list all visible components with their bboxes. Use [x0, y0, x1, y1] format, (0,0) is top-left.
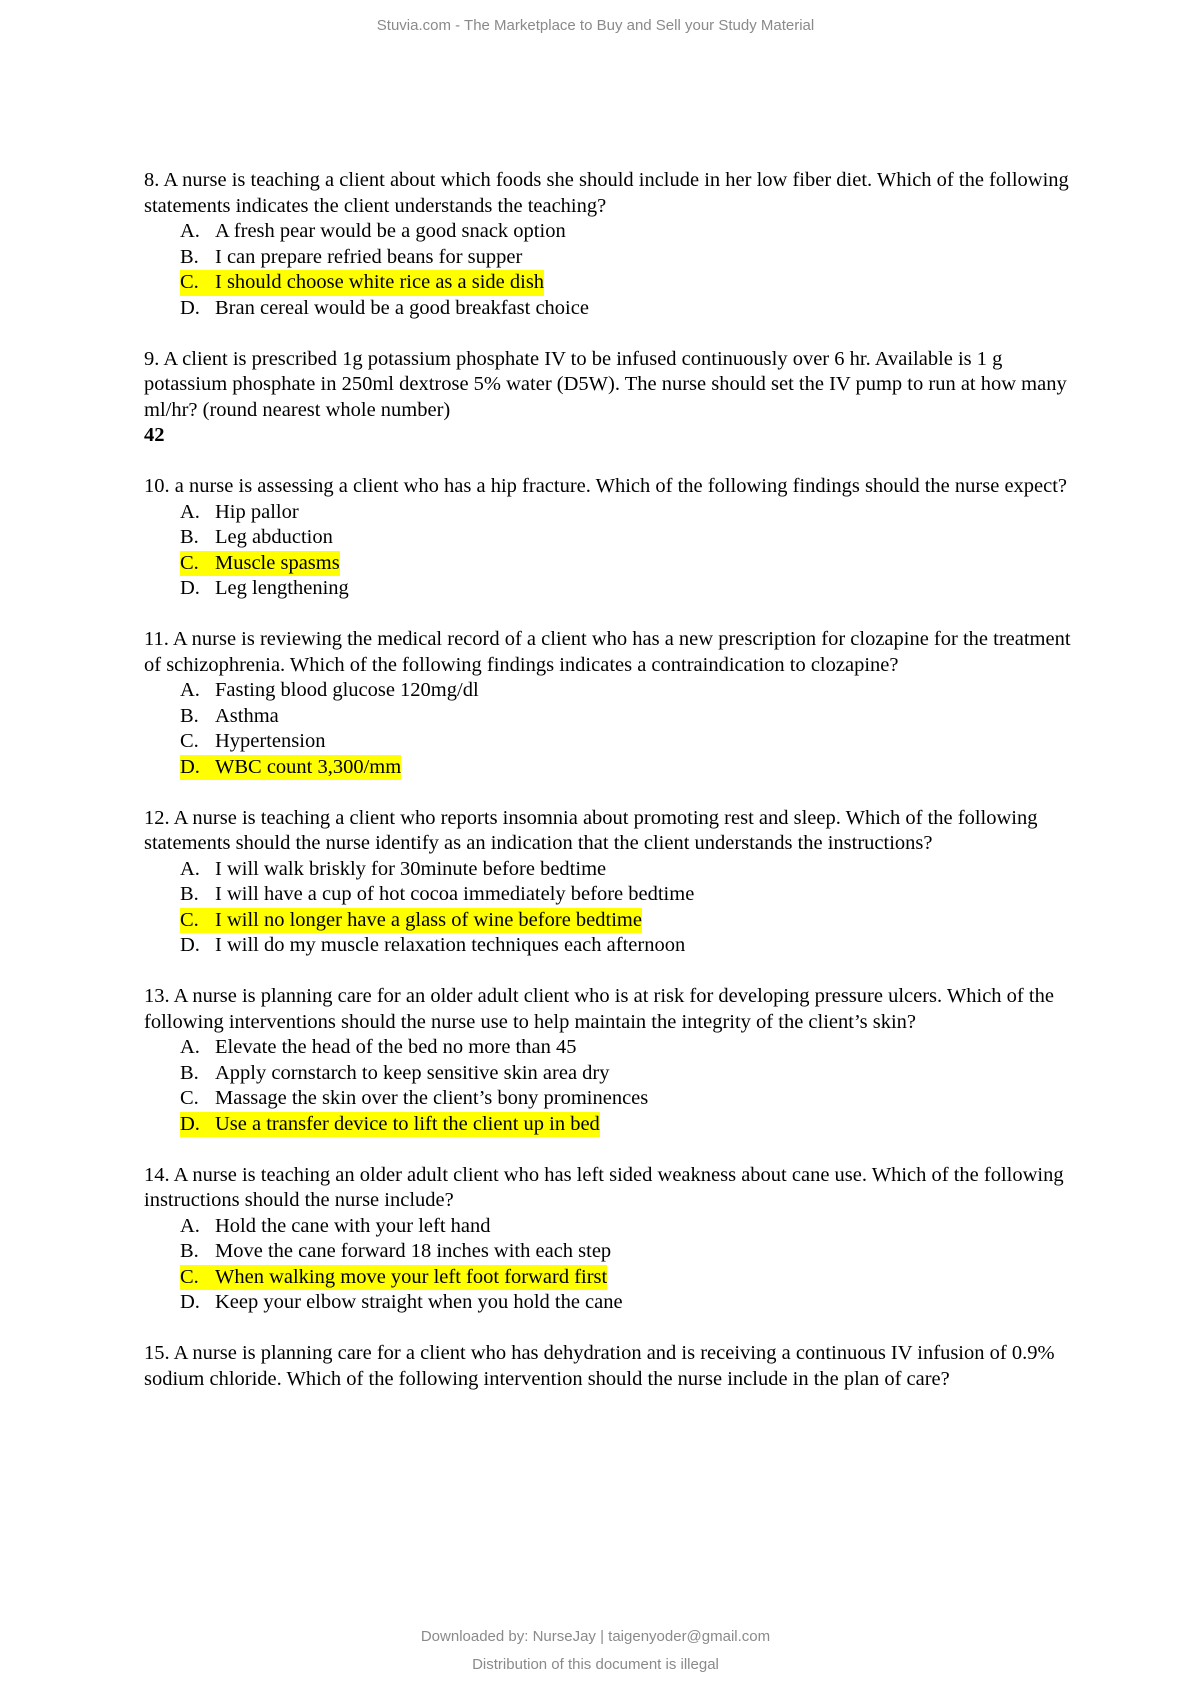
- option-content: [180, 755, 401, 781]
- option-list: [144, 500, 1084, 602]
- question-block: [144, 347, 1084, 449]
- option-letter: B.: [180, 526, 199, 548]
- option-content: [180, 1214, 491, 1240]
- highlighted-answer-option: [180, 755, 1084, 781]
- option-text: Muscle spasms: [215, 551, 340, 574]
- option-text: I will walk briskly for 30minute before bedtime: [215, 857, 607, 880]
- option-content: [180, 1086, 648, 1112]
- option-content: [180, 500, 299, 526]
- option-letter: D.: [180, 1112, 200, 1135]
- question-text: 11. A nurse is reviewing the medical record of a client who has a new prescription for clozapine for the treatment of schizophrenia. Which of the following findings indicates a contraindication to clozapine?: [144, 628, 1071, 676]
- highlighted-answer-option: [180, 1265, 1084, 1291]
- option-letter: B.: [180, 704, 199, 727]
- option-letter: D.: [180, 755, 200, 778]
- option-content: [180, 933, 685, 959]
- option-content: [180, 908, 642, 934]
- answer-option: [180, 576, 1084, 602]
- download-footer: Downloaded by: NurseJay | taigenyoder@gmail.com: [420, 1628, 771, 1645]
- option-text: I will no longer have a glass of wine before bedtime: [215, 908, 642, 931]
- question-block: [144, 627, 1084, 780]
- answer-option: [180, 219, 1084, 245]
- option-content: [180, 729, 325, 755]
- highlighted-answer-option: [180, 270, 1084, 296]
- question-text: 12. A nurse is teaching a client who reports insomnia about promoting rest and sleep. Which of the following statements should the nurse identify as an indication that the client understands the instructions?: [144, 806, 1038, 854]
- option-text: Fasting blood glucose 120mg/dl: [215, 679, 479, 701]
- option-text: WBC count 3,300/mm: [215, 755, 402, 778]
- option-text: Use a transfer device to lift the client up in bed: [215, 1112, 600, 1135]
- answer-option: [180, 1086, 1084, 1112]
- highlighted-answer-option: [180, 1112, 1084, 1138]
- question-text: 15. A nurse is planning care for a client who has dehydration and is receiving a continuous IV infusion of 0.9% sodium chloride. Which of the following intervention should the nurse include in the plan of care?: [144, 1342, 1055, 1390]
- question-text: 9. A client is prescribed 1g potassium phosphate IV to be infused continuously over 6 hr. Available is 1 g potassium phosphate in 250ml dextrose 5% water (D5W). The nurse should set the IV pump to run at how many ml/hr? (round nearest whole number): [144, 347, 1067, 421]
- question-block: [144, 1341, 1084, 1392]
- option-letter: D.: [180, 577, 200, 599]
- option-text: Leg abduction: [215, 526, 333, 548]
- option-text: I should choose white rice as a side dish: [215, 271, 545, 293]
- option-content: [180, 1239, 611, 1265]
- answer-option: [180, 1061, 1084, 1087]
- option-letter: C.: [180, 730, 199, 752]
- option-text: I will have a cup of hot cocoa immediately before bedtime: [215, 883, 695, 905]
- option-content: [180, 678, 479, 704]
- option-text: A fresh pear would be a good snack option: [215, 220, 566, 242]
- option-letter: B.: [180, 245, 199, 268]
- option-text: Hip pallor: [215, 500, 299, 523]
- option-text: Elevate the head of the bed no more than 45: [215, 1036, 577, 1058]
- option-text: Massage the skin over the client’s bony prominences: [215, 1087, 649, 1109]
- question-block: [144, 168, 1084, 321]
- question-block: [144, 1163, 1084, 1316]
- answer-option: [180, 704, 1084, 730]
- answer-value: 42: [144, 424, 165, 446]
- answer-option: [180, 933, 1084, 959]
- option-letter: A.: [180, 857, 200, 880]
- option-letter: A.: [180, 1214, 200, 1237]
- option-content: [180, 1061, 610, 1087]
- answer-option: [180, 500, 1084, 526]
- option-content: [180, 576, 349, 602]
- option-letter: B.: [180, 883, 199, 905]
- option-letter: A.: [180, 1036, 200, 1058]
- option-list: [144, 678, 1084, 780]
- question-list: [144, 168, 1084, 1418]
- site-header: Stuvia.com - The Marketplace to Buy and Sell your Study Material: [376, 17, 815, 34]
- option-letter: C.: [180, 908, 199, 931]
- option-content: [180, 270, 544, 296]
- option-text: Keep your elbow straight when you hold the cane: [215, 1291, 623, 1313]
- answer-option: [180, 857, 1084, 883]
- option-content: [180, 245, 522, 271]
- option-text: I will do my muscle relaxation techniques each afternoon: [215, 934, 686, 956]
- option-content: [180, 1112, 600, 1138]
- option-letter: D.: [180, 1291, 200, 1313]
- answer-option: [180, 882, 1084, 908]
- option-list: [144, 857, 1084, 959]
- option-letter: A.: [180, 679, 200, 701]
- option-list: [144, 1214, 1084, 1316]
- distribution-footer: Distribution of this document is illegal: [472, 1656, 719, 1673]
- option-text: Asthma: [215, 704, 279, 727]
- answer-option: [180, 525, 1084, 551]
- question-text: 10. a nurse is assessing a client who has a hip fracture. Which of the following findings should the nurse expect?: [144, 475, 1068, 497]
- answer-option: [180, 296, 1084, 322]
- answer-option: [180, 678, 1084, 704]
- question-block: [144, 984, 1084, 1137]
- option-list: [144, 219, 1084, 321]
- option-letter: D.: [180, 296, 200, 319]
- option-text: I can prepare refried beans for supper: [215, 245, 523, 268]
- option-letter: A.: [180, 500, 200, 523]
- option-text: Hold the cane with your left hand: [215, 1214, 491, 1237]
- option-text: Move the cane forward 18 inches with each step: [215, 1240, 612, 1262]
- option-letter: C.: [180, 1087, 199, 1109]
- option-content: [180, 219, 566, 245]
- option-content: [180, 857, 606, 883]
- option-content: [180, 551, 340, 577]
- option-letter: B.: [180, 1061, 199, 1084]
- option-letter: D.: [180, 934, 200, 956]
- option-text: Hypertension: [215, 730, 326, 752]
- option-text: When walking move your left foot forward first: [215, 1265, 608, 1288]
- highlighted-answer-option: [180, 551, 1084, 577]
- option-content: [180, 1265, 607, 1291]
- answer-option: [180, 1239, 1084, 1265]
- option-content: [180, 704, 279, 730]
- question-text: 8. A nurse is teaching a client about which foods she should include in her low fiber diet. Which of the following statements indicates the client understands the teaching?: [144, 169, 1069, 217]
- option-letter: B.: [180, 1240, 199, 1262]
- option-letter: C.: [180, 271, 199, 293]
- answer-option: [180, 1035, 1084, 1061]
- question-text: 14. A nurse is teaching an older adult client who has left sided weakness about cane use. Which of the following instructions should the nurse include?: [144, 1163, 1064, 1211]
- question-text: 13. A nurse is planning care for an older adult client who is at risk for developing pressure ulcers. Which of the following interventions should the nurse use to help maintain the integrity of the client’s skin?: [144, 985, 1054, 1033]
- option-letter: C.: [180, 1265, 199, 1288]
- option-text: Apply cornstarch to keep sensitive skin area dry: [215, 1061, 610, 1084]
- answer-option: [180, 729, 1084, 755]
- answer-option: [180, 245, 1084, 271]
- option-letter: A.: [180, 220, 200, 242]
- answer-option: [180, 1290, 1084, 1316]
- option-text: Leg lengthening: [215, 577, 349, 599]
- question-block: [144, 474, 1084, 602]
- option-letter: C.: [180, 551, 199, 574]
- option-text: Bran cereal would be a good breakfast choice: [215, 296, 589, 319]
- option-content: [180, 1035, 576, 1061]
- highlighted-answer-option: [180, 908, 1084, 934]
- option-content: [180, 1290, 623, 1316]
- option-content: [180, 296, 589, 322]
- answer-option: [180, 1214, 1084, 1240]
- option-content: [180, 525, 333, 551]
- option-list: [144, 1035, 1084, 1137]
- question-block: [144, 806, 1084, 959]
- option-content: [180, 882, 694, 908]
